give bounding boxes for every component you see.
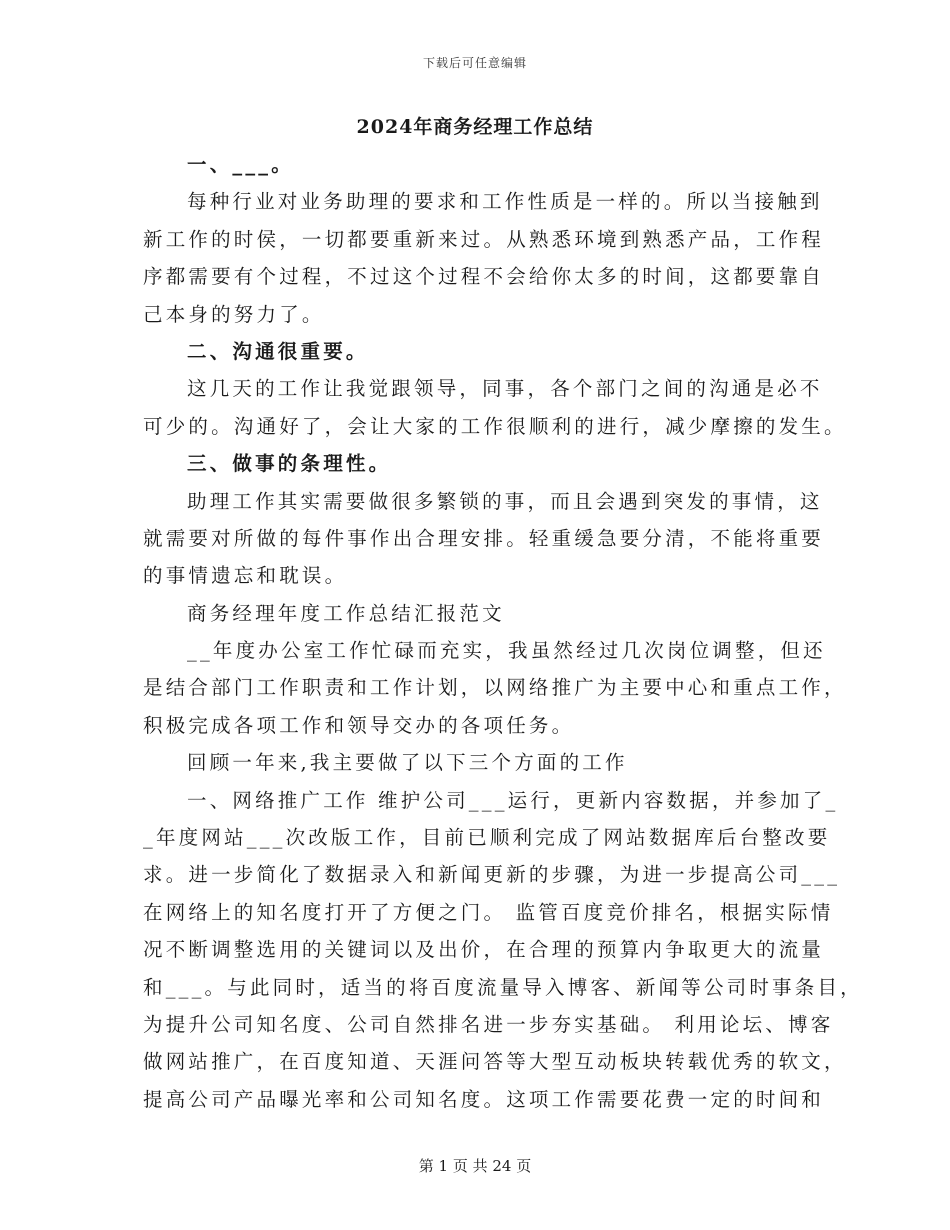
document-body [143, 146, 863, 1118]
paragraph-line: 积极完成各项工作和领导交办的各项任务。 [143, 713, 575, 737]
section-heading: 三、做事的条理性。 [187, 452, 392, 476]
section-heading: 一、___。 [187, 153, 294, 176]
paragraph-line: 序都需要有个过程，不过这个过程不会给你太多的时间，这都要靠自 [143, 265, 825, 289]
paragraph-line: 商务经理年度工作总结汇报范文 [187, 601, 505, 625]
paragraph-line: 一、网络推广工作 维护公司___运行，更新内容数据，并参加了_ [187, 788, 839, 812]
paragraph-line: _年度网站___次改版工作，目前已顺利完成了网站数据库后台整改要 [143, 826, 831, 850]
header-note: 下载后可任意编辑 [422, 56, 527, 70]
paragraph-line: 可少的。沟通好了，会让大家的工作很顺利的进行，减少摩擦的发生。 [143, 414, 847, 438]
paragraph-line: 回顾一年来,我主要做了以下三个方面的工作 [187, 751, 628, 775]
paragraph-line: __年度办公室工作忙碌而充实，我虽然经过几次岗位调整，但还 [187, 639, 826, 663]
paragraph-line: 求。进一步简化了数据录入和新闻更新的步骤，为进一步提高公司___ [143, 863, 841, 887]
paragraph-line: 况不断调整选用的关键词以及出价，在合理的预算内争取更大的流量 [143, 938, 825, 962]
paragraph-line: 每种行业对业务助理的要求和工作性质是一样的。所以当接触到 [187, 190, 823, 214]
paragraph-line: 新工作的时侯，一切都要重新来过。从熟悉环境到熟悉产品，工作程 [143, 227, 825, 251]
paragraph-line: 助理工作其实需要做很多繁锁的事，而且会遇到突发的事情，这 [187, 489, 823, 513]
paragraph-line: 己本身的努力了。 [143, 302, 325, 326]
page-footer: 第 1 页 共 24 页 [418, 1157, 532, 1175]
document-title: 2024年商务经理工作总结 [356, 116, 594, 138]
paragraph-line: 提高公司产品曝光率和公司知名度。这项工作需要花费一定的时间和 [143, 1087, 825, 1111]
paragraph-line: 就需要对所做的每件事作出合理安排。轻重缓急要分清，不能将重要 [143, 526, 825, 550]
section-heading: 二、沟通很重要。 [187, 339, 369, 363]
paragraph-line: 在网络上的知名度打开了方便之门。 监管百度竞价排名，根据实际情 [143, 900, 834, 924]
paragraph-line: 为提升公司知名度、公司自然排名进一步夯实基础。 利用论坛、博客 [143, 1012, 834, 1036]
paragraph-line: 做网站推广，在百度知道、天涯问答等大型互动板块转载优秀的软文， [143, 1050, 847, 1074]
paragraph-line: 的事情遗忘和耽误。 [143, 564, 348, 588]
paragraph-line: 这几天的工作让我觉跟领导，同事，各个部门之间的沟通是必不 [187, 377, 823, 401]
paragraph-line: 是结合部门工作职责和工作计划，以网络推广为主要中心和重点工作， [143, 676, 847, 700]
paragraph-line: 和___。与此同时，适当的将百度流量导入博客、新闻等公司时事条目， [143, 975, 863, 999]
